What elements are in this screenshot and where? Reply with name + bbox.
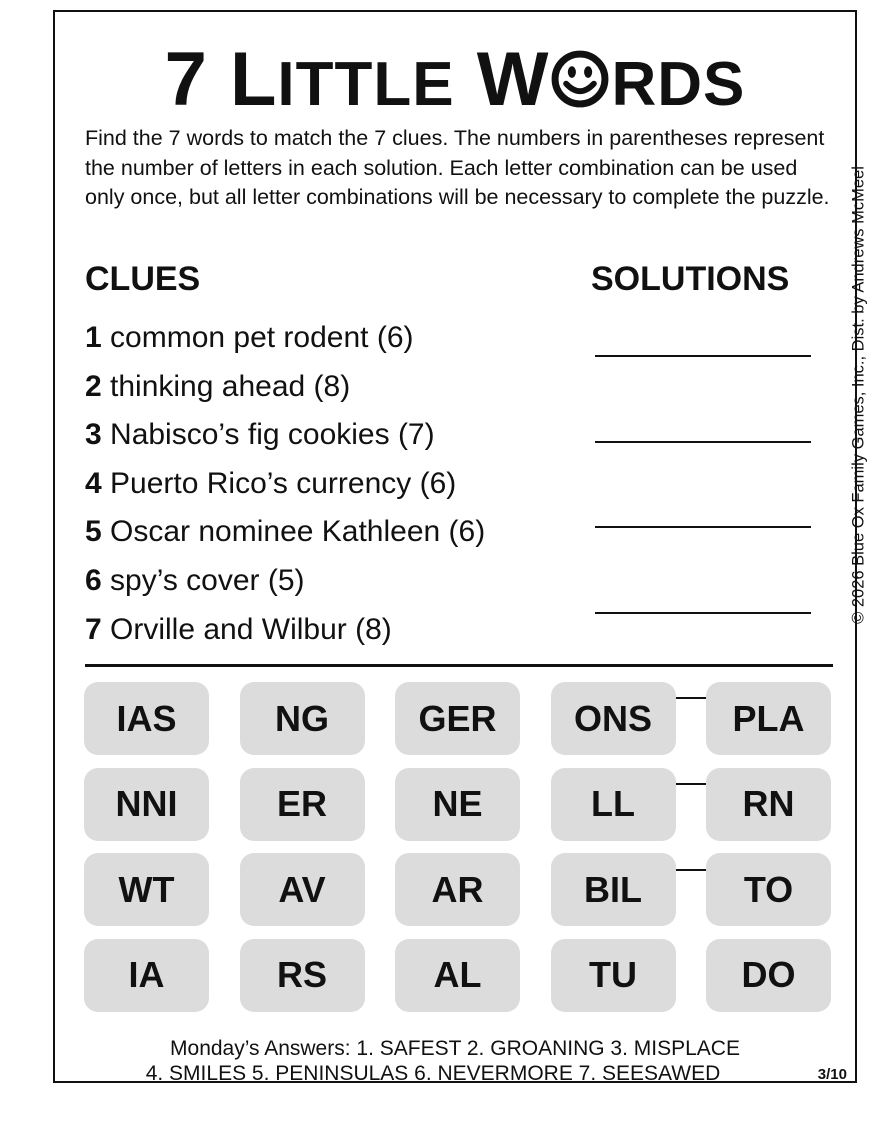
clue-number: 6 xyxy=(85,563,102,597)
clue-item xyxy=(85,318,485,367)
title-word-end: RDS xyxy=(611,50,746,119)
solution-blank-2[interactable] xyxy=(595,441,811,490)
clue-number: 7 xyxy=(85,612,102,646)
instructions: Find the 7 words to match the 7 clues. The numbers in parentheses represent the number of letters in each solution. Each letter combination can be used only once, but all letter combinations will be necessary to complete the puzzle. xyxy=(85,126,830,209)
letter-tile[interactable]: TU xyxy=(551,939,676,1012)
clue-item xyxy=(85,610,485,659)
clue-item xyxy=(85,561,485,610)
letter-tile[interactable]: IA xyxy=(84,939,209,1012)
letter-tile[interactable]: AR xyxy=(395,853,520,926)
previous-answers xyxy=(55,1036,855,1086)
answers-line-2: 4. SMILES 5. PENINSULAS 6. NEVERMORE 7. SEESAWED xyxy=(145,1062,721,1085)
letter-tile[interactable]: ONS xyxy=(551,682,676,755)
clue-item xyxy=(85,464,485,513)
clue-text: thinking ahead (8) xyxy=(101,369,351,403)
letter-tile[interactable]: NNI xyxy=(84,768,209,841)
title-word-start: W xyxy=(454,37,550,122)
letter-tile[interactable]: NE xyxy=(395,768,520,841)
puzzle-date: 3/10 xyxy=(817,1066,847,1083)
letter-tile[interactable]: ER xyxy=(240,768,365,841)
clue-text: Nabisco’s fig cookies (7) xyxy=(101,418,435,452)
puzzle-frame xyxy=(53,10,868,1085)
clues-heading: CLUES xyxy=(85,260,201,298)
solutions-heading: SOLUTIONS xyxy=(591,260,790,298)
solution-blank-3[interactable] xyxy=(595,526,811,575)
clue-number: 4 xyxy=(85,466,102,500)
letter-tile[interactable]: PLA xyxy=(706,682,831,755)
clue-item xyxy=(85,512,485,561)
clue-item xyxy=(85,415,485,464)
smiley-face-icon xyxy=(551,50,609,108)
clue-number: 2 xyxy=(85,369,102,403)
clue-text: Orville and Wilbur (8) xyxy=(101,612,392,646)
clue-text: spy’s cover (5) xyxy=(101,563,305,597)
letter-tile[interactable]: IAS xyxy=(84,682,209,755)
letter-tile[interactable]: BIL xyxy=(551,853,676,926)
clue-text: common pet rodent (6) xyxy=(101,321,414,354)
answers-line-1: Monday’s Answers: 1. SAFEST 2. GROANING 3. MISPLACE xyxy=(170,1037,740,1060)
clue-number: 3 xyxy=(85,418,102,452)
letter-tile[interactable]: RS xyxy=(240,939,365,1012)
letter-tile[interactable]: RN xyxy=(706,768,831,841)
letter-tile[interactable]: AL xyxy=(395,939,520,1012)
clue-item xyxy=(85,367,485,416)
clue-text: Puerto Rico’s currency (6) xyxy=(101,466,457,500)
letter-tile[interactable]: TO xyxy=(706,853,831,926)
title-prefix-small: ITTLE xyxy=(277,50,455,119)
clue-number: 5 xyxy=(85,515,102,549)
clue-text: Oscar nominee Kathleen (6) xyxy=(101,515,486,549)
letter-tile[interactable]: AV xyxy=(240,853,365,926)
clue-list xyxy=(85,318,485,658)
copyright-credit xyxy=(847,130,871,660)
letter-tile[interactable]: DO xyxy=(706,939,831,1012)
letter-tile[interactable]: LL xyxy=(551,768,676,841)
solution-blank-4[interactable] xyxy=(595,612,811,661)
solution-blank-1[interactable] xyxy=(595,355,811,404)
credit-text: © 2026 Blue Ox Family Games, Inc., Dist. by Andrews McMeel xyxy=(849,166,868,624)
letter-tile-grid xyxy=(84,682,831,1012)
clue-number: 1 xyxy=(85,321,102,354)
letter-tile[interactable]: NG xyxy=(240,682,365,755)
divider xyxy=(85,664,833,667)
letter-tile[interactable]: GER xyxy=(395,682,520,755)
puzzle-title xyxy=(55,37,855,122)
letter-tile[interactable]: WT xyxy=(84,853,209,926)
title-prefix: 7 L xyxy=(164,37,278,122)
